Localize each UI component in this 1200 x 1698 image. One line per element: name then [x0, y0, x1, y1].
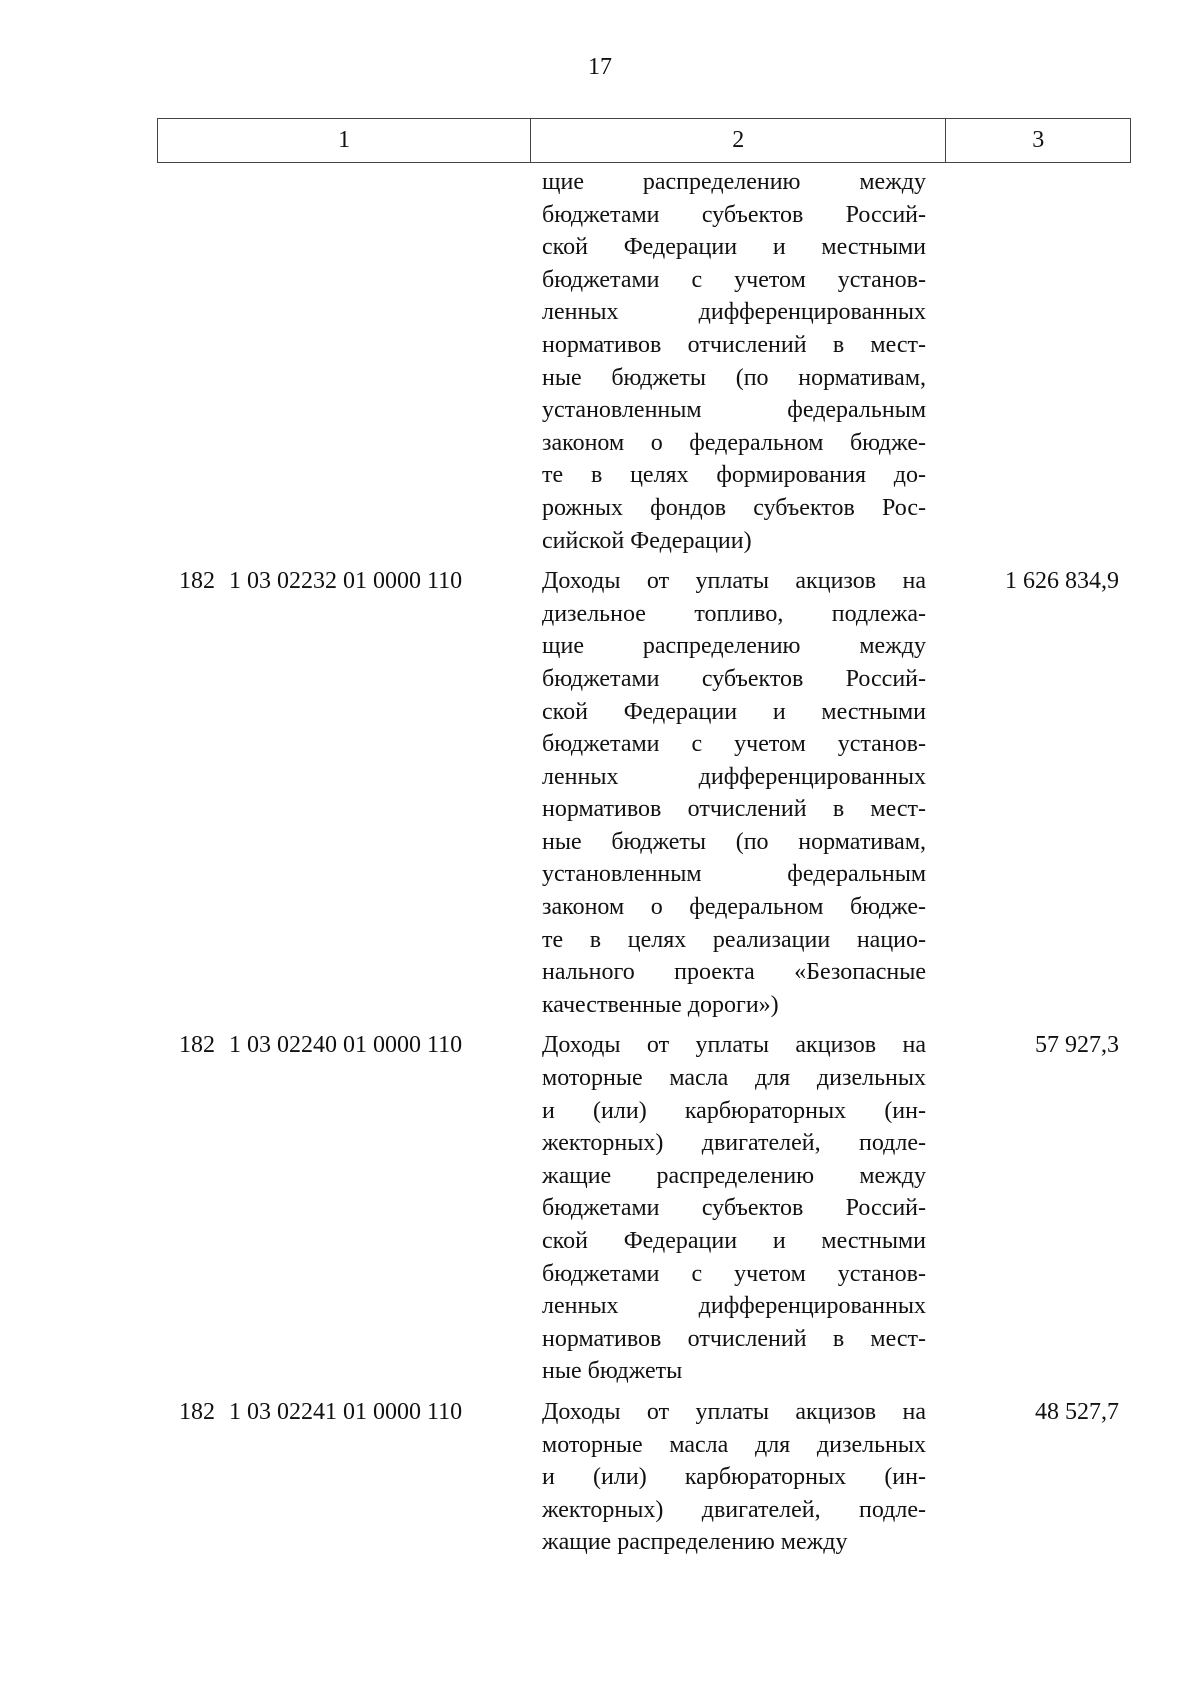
description-cell: [530, 1029, 946, 1388]
admin-code-cell: [157, 166, 229, 557]
table-header: [157, 118, 1131, 163]
description-line: бюджетами субъектов Россий-: [542, 201, 926, 228]
budget-code-cell: 1 03 02232 01 0000 110: [229, 568, 463, 595]
description-line: жащие распределению между: [542, 1162, 926, 1189]
description-line: моторные масла для дизельных: [542, 1431, 926, 1458]
description-cell: [530, 1396, 946, 1559]
table-row: [157, 1396, 1131, 1559]
admin-code-cell: 182: [179, 1398, 215, 1425]
description-line: сийской Федерации): [542, 527, 752, 554]
description-line: и (или) карбюраторных (ин-: [542, 1464, 926, 1491]
description-line: жекторных) двигателей, подле-: [542, 1130, 926, 1157]
description-line: ской Федерации и местными: [542, 234, 926, 261]
description-line: моторные масла для дизельных: [542, 1065, 926, 1092]
table-row: [157, 565, 1131, 1021]
description-line: качественные дороги»): [542, 991, 779, 1018]
description-line: законом о федеральном бюдже-: [542, 894, 926, 921]
description-line: установленным федеральным: [542, 397, 926, 424]
amount-cell: [946, 166, 1131, 557]
admin-code-cell: 182: [179, 568, 215, 595]
description-line: Доходы от уплаты акцизов на: [542, 1398, 926, 1425]
description-line: бюджетами с учетом установ-: [542, 266, 926, 293]
description-line: ленных дифференцированных: [542, 299, 926, 326]
table-row: [157, 166, 1131, 557]
description-line: бюджетами с учетом установ-: [542, 731, 926, 758]
admin-code-cell: 182: [179, 1032, 215, 1059]
budget-code-cell: 1 03 02240 01 0000 110: [229, 1032, 463, 1059]
description-line: установленным федеральным: [542, 861, 926, 888]
description-line: жекторных) двигателей, подле-: [542, 1496, 926, 1523]
description-line: щие распределению между: [542, 633, 926, 660]
description-line: рожных фондов субъектов Рос-: [542, 494, 926, 521]
description-line: ные бюджеты (по нормативам,: [542, 828, 926, 855]
description-cell: [530, 565, 946, 1021]
description-line: щие распределению между: [542, 169, 926, 195]
description-line: Доходы от уплаты акцизов на: [542, 1032, 926, 1059]
description-line: ные бюджеты: [542, 1358, 683, 1385]
description-line: нального проекта «Безопасные: [542, 959, 926, 986]
description-line: ленных дифференцированных: [542, 763, 926, 790]
description-line: дизельное топливо, подлежа-: [542, 600, 926, 627]
description-line: ные бюджеты (по нормативам,: [542, 364, 926, 391]
description-line: законом о федеральном бюдже-: [542, 429, 926, 456]
description-line: нормативов отчислений в мест-: [542, 331, 926, 358]
amount-cell: 1 626 834,9: [1005, 568, 1119, 595]
description-line: нормативов отчислений в мест-: [542, 1325, 926, 1352]
page-number: 17: [588, 54, 612, 80]
amount-cell: 48 527,7: [1035, 1398, 1119, 1425]
description-line: те в целях формирования до-: [542, 462, 926, 489]
description-line: бюджетами субъектов Россий-: [542, 665, 926, 692]
budget-code-cell: [229, 166, 530, 557]
description-line: те в целях реализации нацио-: [542, 926, 926, 953]
description-line: Доходы от уплаты акцизов на: [542, 568, 926, 595]
header-col-1: 1: [338, 127, 351, 153]
header-col-2: 2: [530, 119, 945, 162]
description-line: нормативов отчислений в мест-: [542, 796, 926, 823]
description-line: жащие распределению между: [542, 1529, 848, 1556]
budget-code-cell: 1 03 02241 01 0000 110: [229, 1398, 463, 1425]
amount-cell: 57 927,3: [1035, 1032, 1119, 1059]
table-body: [157, 166, 1131, 1567]
description-line: бюджетами субъектов Россий-: [542, 1195, 926, 1222]
table-row: [157, 1029, 1131, 1388]
description-line: ленных дифференцированных: [542, 1293, 926, 1320]
description-line: ской Федерации и местными: [542, 1228, 926, 1254]
description-line: бюджетами с учетом установ-: [542, 1260, 926, 1287]
description-line: и (или) карбюраторных (ин-: [542, 1097, 926, 1124]
description-line: ской Федерации и местными: [542, 698, 926, 725]
description-cell: [530, 166, 946, 557]
header-col-3: 3: [945, 119, 1130, 162]
